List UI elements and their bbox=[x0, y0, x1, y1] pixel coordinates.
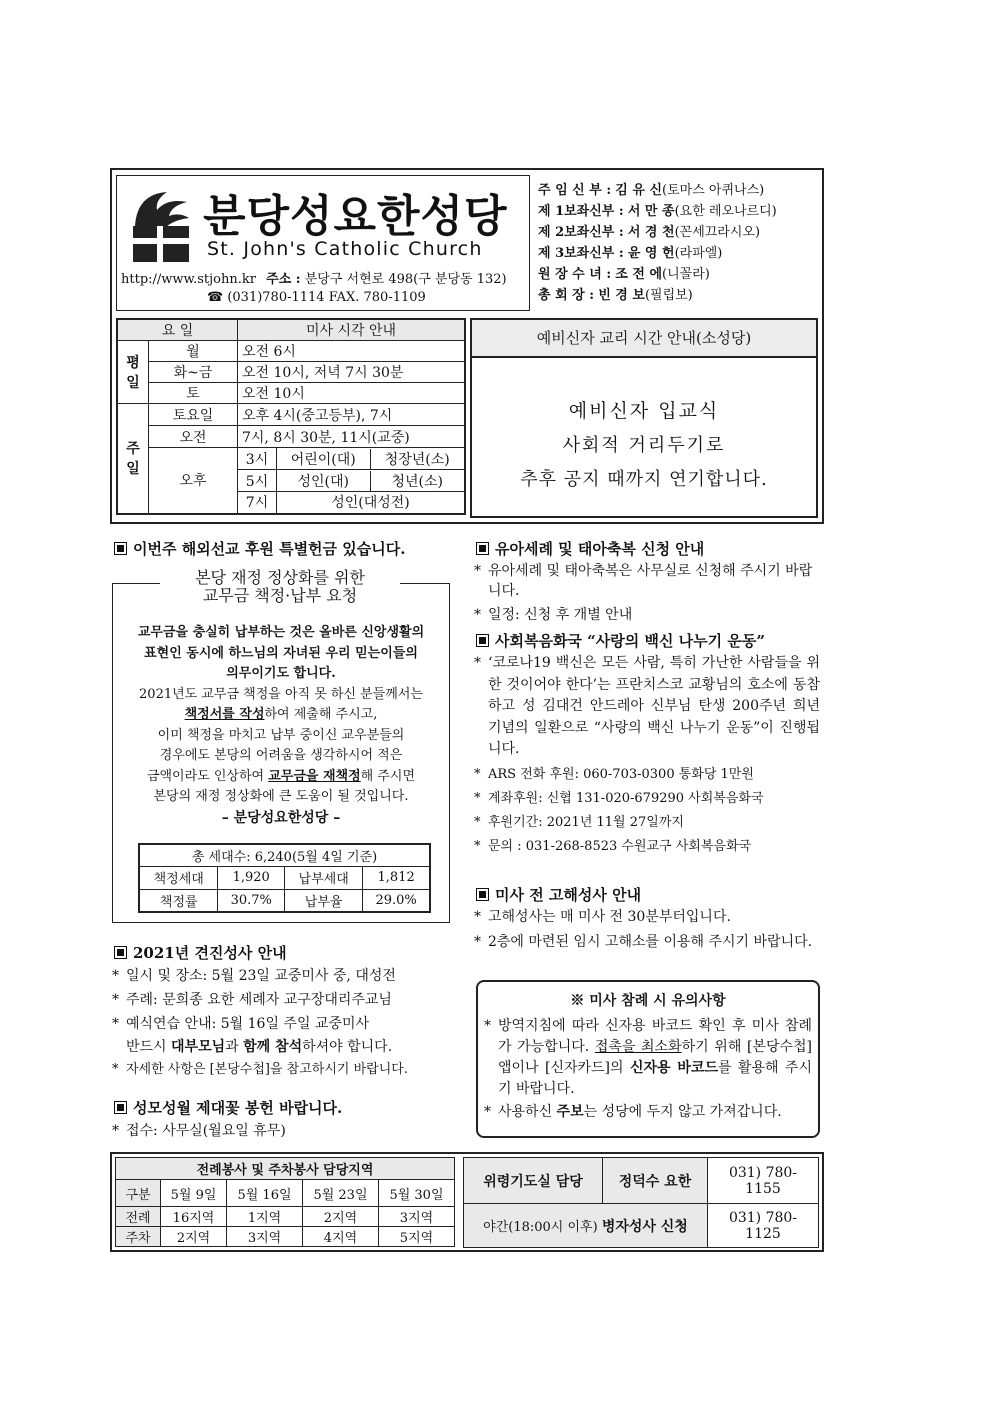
duty-row-label: 전례 bbox=[116, 1207, 161, 1227]
confession-heading: 미사 전 고해성사 안내 bbox=[476, 884, 641, 905]
stats-value: 1,812 bbox=[363, 866, 430, 889]
stats-value: 1,920 bbox=[218, 866, 285, 889]
notice-title: ※ 미사 참례 시 유의사항 bbox=[570, 993, 726, 1009]
address-line bbox=[121, 268, 507, 287]
list-item: * 일시 및 장소: 5월 23일 교중미사 중, 대성전 bbox=[112, 968, 396, 984]
mass-time: 오후 4시(중고등부), 7시 bbox=[238, 404, 466, 426]
duty-cell: 4지역 bbox=[303, 1227, 379, 1247]
list-item: * 계좌후원: 신협 131-020-679290 사회복음화국 bbox=[474, 790, 764, 806]
col-time-header: 미사 시각 안내 bbox=[238, 319, 466, 341]
mass-time: 오전 10시 bbox=[238, 383, 466, 404]
staff-row: 총 회 장 : 빈 경 보(필립보) bbox=[538, 288, 693, 303]
mass-group: 성인(대) 청년(소) bbox=[277, 470, 466, 492]
list-item: * 2층에 마련된 임시 고해소를 이용해 주시기 바랍니다. bbox=[474, 934, 813, 950]
duty-title: 전례봉사 및 주차봉사 담당지역 bbox=[116, 1158, 455, 1180]
catechumen-line3: 추후 공지 때까지 연기합니다. bbox=[520, 469, 768, 490]
notice-box bbox=[476, 980, 820, 1138]
duty-col-header: 5월 9일 bbox=[161, 1180, 227, 1207]
catechumen-title: 예비신자 교리 시간 안내(소성당) bbox=[472, 320, 816, 358]
duty-cell: 3지역 bbox=[378, 1207, 454, 1227]
duty-col-header: 5월 16일 bbox=[227, 1180, 303, 1207]
contact-name: 정덕수 요한 bbox=[603, 1158, 708, 1204]
list-item: * 예식연습 안내: 5월 16일 주일 교중미사 bbox=[112, 1016, 370, 1032]
staff-row: 원 장 수 녀 : 조 전 에(니꼴라) bbox=[538, 267, 710, 282]
dues-title: 본당 재정 정상화를 위한 교무금 책정·납부 요청 bbox=[160, 569, 400, 605]
list-item: * 유아세례 및 태아축복은 사무실로 신청해 주시기 바랍니다. bbox=[474, 563, 813, 599]
flower-item: * 접수: 사무실(월요일 휴무) bbox=[112, 1123, 286, 1139]
checkbox-bullet-icon bbox=[476, 634, 489, 647]
mass-time: 오전 10시, 저녁 7시 30분 bbox=[238, 362, 466, 383]
checkbox-bullet-icon bbox=[114, 542, 127, 555]
contact-phone: 031) 780-1125 bbox=[708, 1204, 819, 1248]
church-name-ko: 분당성요한성당 bbox=[203, 191, 508, 242]
checkbox-bullet-icon bbox=[114, 946, 127, 959]
confirmation-heading: 2021년 견진성사 안내 bbox=[114, 942, 287, 963]
stats-header: 총 세대수: 6,240(5월 4일 기준) bbox=[139, 844, 430, 866]
stats-label: 책정세대 bbox=[139, 866, 218, 889]
stats-value: 29.0% bbox=[363, 889, 430, 912]
catechumen-box bbox=[470, 318, 818, 518]
mission-heading: 이번주 해외선교 후원 특별헌금 있습니다. bbox=[114, 538, 405, 559]
mass-time: 7시, 8시 30분, 11시(교중) bbox=[238, 426, 466, 448]
duty-col-header: 5월 23일 bbox=[303, 1180, 379, 1207]
church-name-en: St. John's Catholic Church bbox=[207, 238, 483, 260]
duty-cell: 2지역 bbox=[303, 1207, 379, 1227]
notice-item: * 방역지침에 따라 신자용 바코드 확인 후 미사 참례가 가능합니다. 접촉을 최소화하기 위해 [본당수첩] 앱이나 [신자카드]의 신자용 바코드를 활용해 주시기 바랍니다. bbox=[484, 1018, 812, 1097]
list-item: * 후원기간: 2021년 11월 27일까지 bbox=[474, 814, 684, 830]
list-item: * 문의 : 031-268-8523 수원교구 사회복음화국 bbox=[474, 838, 752, 854]
dues-stats-table bbox=[138, 843, 431, 913]
mass-day: 월 bbox=[149, 341, 238, 362]
duty-cell: 5지역 bbox=[378, 1227, 454, 1247]
staff-row: 주 임 신 부 : 김 유 신(토마스 아퀴나스) bbox=[538, 183, 765, 198]
mass-group: 성인(대성전) bbox=[277, 492, 466, 514]
staff-row: 제 1보좌신부 : 서 만 종(요한 레오나르디) bbox=[538, 204, 777, 219]
staff-row: 제 3보좌신부 : 윤 영 헌(라파엘) bbox=[538, 246, 723, 261]
duty-cell: 3지역 bbox=[227, 1227, 303, 1247]
list-item: * 주례: 문희종 요한 세례자 교구장대리주교님 bbox=[112, 992, 392, 1008]
checkbox-bullet-icon bbox=[476, 888, 489, 901]
address-label: 주소 : bbox=[266, 272, 301, 287]
weekday-label: 평일 bbox=[117, 341, 149, 404]
contact-label: 위령기도실 담당 bbox=[464, 1158, 603, 1204]
duty-cell: 16지역 bbox=[161, 1207, 227, 1227]
mass-hour: 5시 bbox=[238, 470, 277, 492]
checkbox-bullet-icon bbox=[114, 1101, 127, 1114]
mass-hour: 7시 bbox=[238, 492, 277, 514]
mass-day: 오전 bbox=[149, 426, 238, 448]
duty-row-label: 주차 bbox=[116, 1227, 161, 1247]
stats-label: 납부세대 bbox=[284, 866, 362, 889]
mass-day: 화~금 bbox=[149, 362, 238, 383]
checkbox-bullet-icon bbox=[476, 542, 489, 555]
mass-schedule-table bbox=[116, 318, 466, 515]
contact-label: 야간(18:00시 이후) 병자성사 신청 bbox=[464, 1204, 708, 1248]
duty-col-header: 구분 bbox=[116, 1180, 161, 1207]
baptism-heading: 유아세례 및 태아축복 신청 안내 bbox=[476, 538, 704, 559]
mass-day: 토 bbox=[149, 383, 238, 404]
staff-list bbox=[538, 180, 822, 306]
mass-time: 오전 6시 bbox=[238, 341, 466, 362]
address-text: 분당구 서현로 498(구 분당동 132) bbox=[304, 272, 507, 287]
list-item: 반드시 대부모님과 함께 참석하셔야 합니다. bbox=[126, 1039, 393, 1055]
stats-label: 책정률 bbox=[139, 889, 218, 912]
list-item: * 일정: 신청 후 개별 안내 bbox=[474, 607, 633, 623]
stats-value: 30.7% bbox=[218, 889, 285, 912]
church-logo-icon bbox=[127, 186, 195, 264]
mass-group: 어린이(대) 청장년(소) bbox=[277, 448, 466, 470]
contact-table bbox=[463, 1157, 819, 1248]
sunday-label: 주일 bbox=[117, 404, 149, 514]
list-item: * ‘코로나19 백신은 모든 사람, 특히 가난한 사람들을 위한 것이어야 한다’는 프란치스코 교황님의 호소에 동참하고 성 김대건 안드레아 신부님 탄생 200주년 희년 기념의 일환으로 “사랑의 백신 나누기 운동”이 진행됩니다. bbox=[474, 655, 820, 758]
social-heading: 사회복음화국 “사랑의 백신 나누기 운동” bbox=[476, 630, 765, 651]
catechumen-line2: 사회적 거리두기로 bbox=[562, 435, 726, 456]
phone-line: ☎ (031)780-1114 FAX. 780-1109 bbox=[207, 290, 426, 305]
duty-table bbox=[115, 1157, 455, 1247]
duty-cell: 2지역 bbox=[161, 1227, 227, 1247]
staff-row: 제 2보좌신부 : 서 경 천(꼰세끄라시오) bbox=[538, 225, 761, 240]
logo-box bbox=[116, 175, 530, 311]
col-day-header: 요 일 bbox=[117, 319, 238, 341]
confirmation-list bbox=[112, 966, 452, 1080]
duty-cell: 1지역 bbox=[227, 1207, 303, 1227]
confession-list bbox=[474, 907, 820, 952]
list-item: * ARS 전화 후원: 060-703-0300 통화당 1만원 bbox=[474, 766, 754, 782]
catechumen-line1: 예비신자 입교식 bbox=[568, 400, 720, 422]
stats-label: 납부율 bbox=[284, 889, 362, 912]
social-list bbox=[474, 653, 820, 857]
duty-col-header: 5월 30일 bbox=[378, 1180, 454, 1207]
dues-body: 교무금을 충실히 납부하는 것은 올바른 신앙생활의 표현인 동시에 하느님의 자녀된 우리 믿는이들의 의무이기도 합니다. 2021년도 교무금 책정을 아직 못 하신 분들께서는 책정서를 작성하여 제출해 주시고, 이미 책정을 마치고 납부 중이신 교우분들의 경우에도 본당의 어려움을 생각하시어 적은 금액이라도 인상하여 교무금을 재책정해 주시면 본당의 재정 정상화에 큰 도움이 될 것입니다. – 분당성요한성당 – bbox=[137, 625, 425, 826]
mass-day: 오후 bbox=[149, 448, 238, 514]
mass-day: 토요일 bbox=[149, 404, 238, 426]
contact-phone: 031) 780-1155 bbox=[708, 1158, 819, 1204]
flower-heading: 성모성월 제대꽃 봉헌 바랍니다. bbox=[114, 1097, 342, 1118]
list-item: * 고해성사는 매 미사 전 30분부터입니다. bbox=[474, 909, 731, 925]
notice-item: * 사용하신 주보는 성당에 두지 않고 가져갑니다. bbox=[484, 1104, 782, 1120]
list-item: * 자세한 사항은 [본당수첩]을 참고하시기 바랍니다. bbox=[112, 1062, 408, 1077]
baptism-list bbox=[474, 561, 820, 625]
mass-hour: 3시 bbox=[238, 448, 277, 470]
website-link[interactable]: http://www.stjohn.kr bbox=[121, 272, 256, 287]
